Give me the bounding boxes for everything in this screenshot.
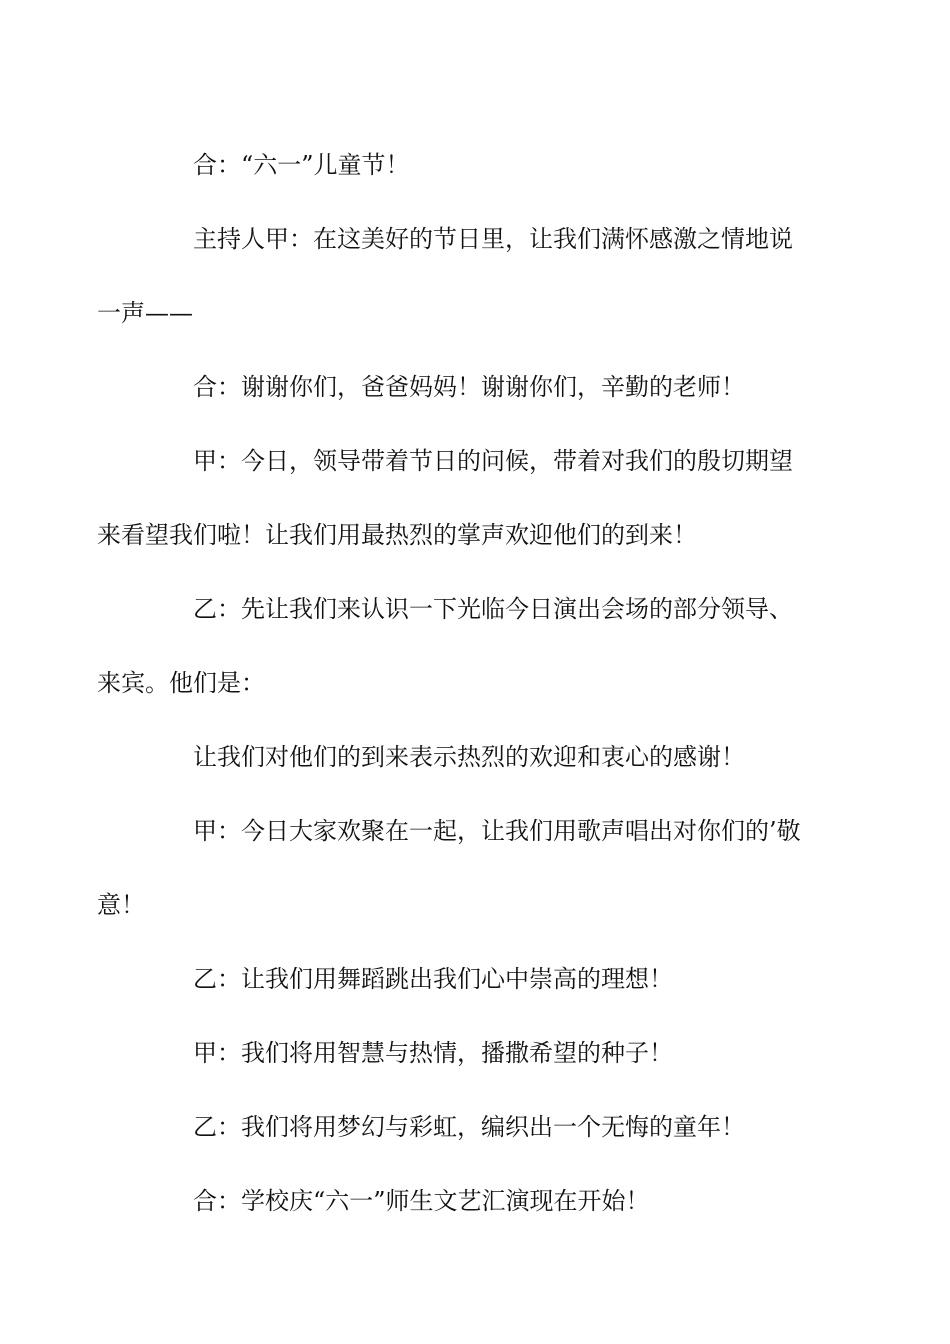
paragraph [145,1164,810,1238]
text-line: 合：“六一”儿童节！ [193,151,410,179]
paragraph [145,1090,810,1164]
text-line: 乙：让我们用舞蹈跳出我们心中崇高的理想！ [193,965,673,993]
paragraph [145,128,810,202]
text-line: 来宾。他们是： [97,669,265,697]
paragraph [145,942,810,1016]
text-line: 乙：我们将用梦幻与彩虹，编织出一个无悔的童年！ [193,1113,745,1141]
text-line: 合：谢谢你们，爸爸妈妈！谢谢你们，辛勤的老师！ [193,373,745,401]
text-line: 甲：今日大家欢聚在一起，让我们用歌声唱出对你们的’敬 [193,817,801,845]
paragraph [97,424,810,572]
text-line: 甲：我们将用智慧与热情，播撒希望的种子！ [193,1039,673,1067]
text-line: 乙：先让我们来认识一下光临今日演出会场的部分领导、 [193,595,793,623]
paragraph [97,794,810,942]
paragraph [97,572,810,720]
text-line: 主持人甲：在这美好的节日里，让我们满怀感激之情地说 [193,225,793,253]
text-line: 来看望我们啦！让我们用最热烈的掌声欢迎他们的到来！ [97,521,697,549]
paragraph [145,720,810,794]
paragraph [97,202,810,350]
text-line: 甲：今日，领导带着节日的问候，带着对我们的殷切期望 [193,447,793,475]
text-line: 一声—— [97,299,193,327]
document-body [97,128,810,1238]
paragraph [145,350,810,424]
paragraph [145,1016,810,1090]
text-line: 让我们对他们的到来表示热烈的欢迎和衷心的感谢！ [193,743,745,771]
text-line: 意！ [97,891,145,919]
text-line: 合：学校庆“六一”师生文艺汇演现在开始！ [193,1187,650,1215]
